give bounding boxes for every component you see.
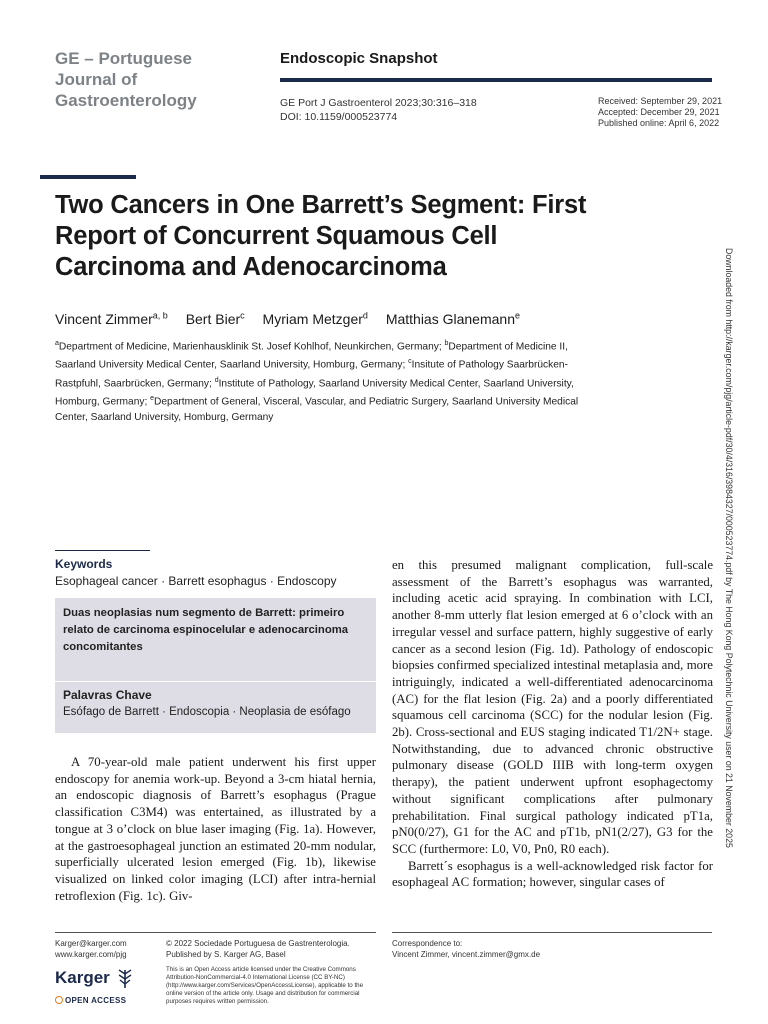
citation-doi[interactable]: DOI: 10.1159/000523774 [280,111,398,123]
header-rule [280,78,712,82]
karger-symbol-icon [117,968,133,990]
article-dates [598,96,722,129]
affiliations [55,336,605,425]
portuguese-keywords-heading: Palavras Chave [63,688,152,702]
portuguese-keywords-list: Esófago de Barrett · Endoscopia · Neoplasia de esófago [63,706,351,718]
affiliation: Department of Medicine II, Saarland University Medical Center, Saarland University, Homburg, Germany; [55,341,568,371]
received-date: Received: September 29, 2021 [598,96,723,106]
affiliation-marker: a [55,340,59,347]
published-date: Published online: April 6, 2022 [598,118,720,128]
article-title: Two Cancers in One Barrett’s Segment: First Report of Concurrent Squamous Cell Carcinoma and Adenocarcinoma [55,191,587,281]
body-paragraph: A 70-year-old male patient underwent his first upper endoscopy for anemia work-up. Beyond a 3-cm hiatal hernia, an endoscopic diagnosis of Barrett’s esophagus (Prague classification C3M4) was entertained, as illustrated by a tongue at 3 o’clock on blue laser imaging (Fig. 1a). However, at the gastroesophageal junction an estimated 20-mm nodular, superficially ulcerated lesion emerged (Fig. 1b), likewise visualized on linked color imaging (LCI) after intra-hernial retroflexion (Fig. 1c). Giv- [55,755,376,903]
journal-name: GE – Portuguese Journal of Gastroenterology [55,49,197,110]
body-column-left [55,754,376,904]
section-label: Endoscopic Snapshot [280,50,438,67]
author [263,311,368,327]
box-divider [55,681,376,682]
download-watermark: Downloaded from http://karger.com/pjg/article-pdf/30/4/316/3984327/000523774.pdf by The Hong Kong Polytechnic University user on 21 November 2025 [724,248,734,848]
affiliation: Department of Medicine, Marienhausklinik St. Josef Kohlhof, Neunkirchen, Germany; [58,341,445,353]
footer-rule-right [392,932,712,933]
affiliation-marker: e [150,395,155,403]
affiliation-marker: d [214,376,219,384]
keywords-heading: Keywords [55,557,113,571]
copyright: © 2022 Sociedade Portuguesa de Gastrenterologia. [166,939,350,948]
publisher-website[interactable]: www.karger.com/pjg [55,950,127,959]
author-name[interactable]: Myriam Metzger [262,310,363,327]
author-affiliation-ref: c [240,310,245,320]
affiliation-marker: b [444,340,449,347]
open-access-badge [55,996,126,1005]
author [186,311,245,327]
copyright-block [166,938,366,960]
correspondence [392,938,540,960]
correspondence-label: Correspondence to: [392,939,463,948]
author-name[interactable]: Vincent Zimmer [55,310,153,327]
citation [280,96,477,124]
author-name[interactable]: Bert Bier [185,310,241,327]
license-text: This is an Open Access article licensed under the Creative Commons Attribution-NonCommercial-4.0 International License (CC BY-NC) (http://www.karger.com/Services/OpenAccessLicense), applicable to the online version of the article only. Usage and distribution for commercial purposes requires written permission. [166,966,364,1005]
author-affiliation-ref: e [515,310,521,320]
author [55,311,168,327]
open-access-lock-icon [55,996,63,1004]
correspondence-contact[interactable]: Vincent Zimmer, vincent.zimmer@gmx.de [392,950,541,959]
publisher: Published by S. Karger AG, Basel [166,950,286,959]
author-affiliation-ref: d [362,310,368,320]
footer-rule-left [55,932,376,933]
body-column-right [392,557,713,891]
title-rule [40,175,136,179]
portuguese-title: Duas neoplasias num segmento de Barrett: primeiro relato de carcinoma espinocelular e adenocarcinoma concomitantes [63,607,349,653]
publisher-email[interactable]: Karger@karger.com [55,939,127,948]
accepted-date: Accepted: December 29, 2021 [598,107,720,117]
publisher-contact [55,938,127,960]
affiliation: Insitute of Pathology Saarbrücken-Rastpfuhl, Saarbrücken, Germany; [55,359,568,390]
keywords-list: Esophageal cancer · Barrett esophagus · Endoscopy [55,574,337,588]
citation-journal: GE Port J Gastroenterol 2023;30:316–318 [280,97,477,109]
author-list [55,310,655,327]
affiliation: Institute of Pathology, Saarland University Medical Center, Saarland University, Homburg, Germany; [55,378,574,408]
author-name[interactable]: Matthias Glanemann [385,310,515,327]
affiliation: Department of General, Visceral, Vascular, and Pediatric Surgery, Saarland University Medical Center, Saarland University, Homburg, Germany [55,396,579,423]
author-affiliation-ref: a, b [152,310,168,320]
open-access-label: OPEN ACCESS [65,996,127,1005]
body-paragraph: en this presumed malignant complication, full-scale assessment of the Barrett’s esophagus was warranted, including acetic acid spraying. In combination with LCI, another 8-mm utterly flat lesion emerged at 6 o’clock with an irregular vessel and surface pattern, highly suggestive of early cancer as a second lesion (Fig. 1d). Pathology of endoscopic biopsies confirmed specialized intestinal metaplasia and, more intriguingly, indicated a well-differentiated adenocarcinoma (AC) for the flat lesion (Fig. 2a) and a poorly differentiated squamous cell carcinoma (SCC) for the nodular lesion (Fig. 2b). Cross-sectional and EUS staging indicated T1/2N+ stage. Notwithstanding, due to advanced chronic obstructive pulmonary disease (GOLD IIIB with long-term oxygen therapy), the patient underwent upfront esophagectomy without significant complications after pulmonary prehabilitation. Final surgical pathology indicated pT1a, pN0(0/27), G1 for the AC and pT1b, pN1(2/27), G3 for the SCC (furthermore: L0, V0, Pn0, R0 each). [392,558,713,856]
author [386,311,520,327]
karger-wordmark: Karger [55,968,110,987]
body-paragraph: Barrett´s esophagus is a well-acknowledged risk factor for esophageal AC formation; however, singular cases of [392,858,713,890]
affiliation-marker: c [408,358,412,366]
keywords-rule [55,550,150,551]
